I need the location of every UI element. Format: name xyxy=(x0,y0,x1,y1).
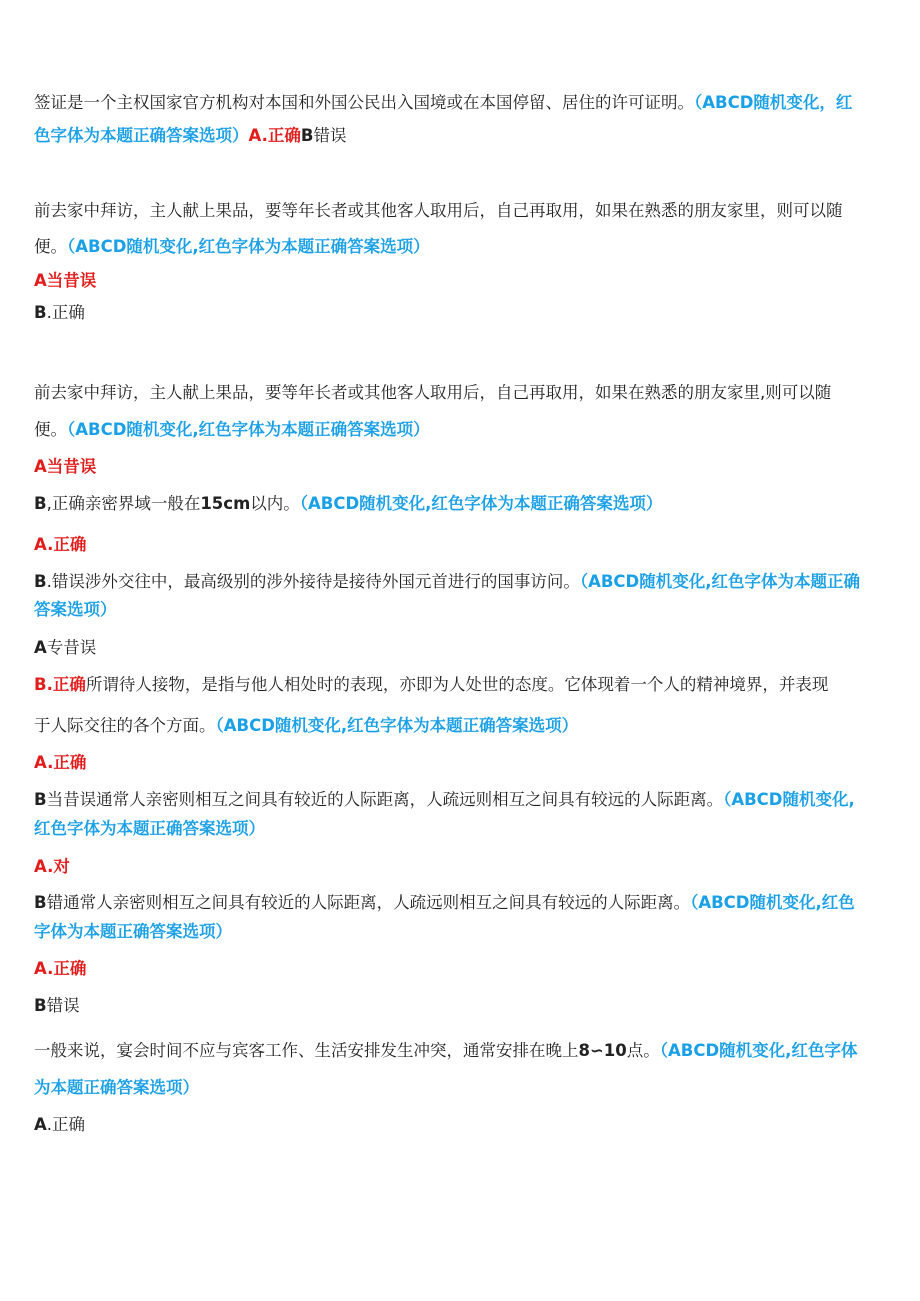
answer-note: （ABCD随机变化,红色字体为本题正确答案选项） xyxy=(67,237,430,256)
q7-option-a: A.对 xyxy=(34,857,70,876)
answer-note: （ABCD随机变化, xyxy=(723,790,855,809)
q7-option-b-q8-line xyxy=(34,892,855,914)
option-b: ,正确 xyxy=(46,494,85,513)
question-text: 于人际交往的各个方面。 xyxy=(34,716,216,735)
q9-line-2 xyxy=(34,1077,199,1099)
option-b-letter: B xyxy=(34,572,47,591)
option-a: A.正确 xyxy=(248,126,301,145)
q3-option-a: A当昔误 xyxy=(34,457,97,476)
question-number: 15cm xyxy=(200,494,251,513)
q2-option-b xyxy=(34,302,85,324)
option-b-letter: B xyxy=(34,303,47,322)
option-b: 错 xyxy=(46,893,64,912)
option-a-letter: A xyxy=(34,638,47,657)
option-b-letter: B xyxy=(34,996,47,1015)
question-text: 便。 xyxy=(34,237,67,256)
question-text: 前去家中拜访，主人献上果品，要等年长者或其他客人取用后，自己再取用，如果在熟悉的朋友家里,则可以随 xyxy=(34,383,832,402)
q2-line-2 xyxy=(34,236,430,258)
option-b: 错误 xyxy=(46,996,80,1015)
question-text: 签证是一个主权国家官方机构对本国和外国公民出入国境或在本国停留、居住的许可证明。 xyxy=(34,93,694,112)
answer-note: （ABCD随机变化,红色字体 xyxy=(659,1041,858,1060)
option-b: .错误 xyxy=(46,572,85,591)
q6-line-2 xyxy=(34,715,578,737)
q5-option-a xyxy=(34,637,96,659)
question-text: 一般来说，宴会时间不应与宾客工作、生活安排发生冲突，通常安排在晚上 xyxy=(34,1041,579,1060)
option-b-letter: B xyxy=(34,790,47,809)
question-number: 8∽10 xyxy=(578,1041,627,1060)
q3-option-b-q4-line xyxy=(34,493,662,515)
answer-note: 色字体为本题正确答案选项） xyxy=(34,126,249,145)
q1-line-2 xyxy=(34,125,346,147)
q5-option-b-q6-line xyxy=(34,674,828,696)
question-text: 涉外交往中，最高级别的涉外接待是接待外国元首进行的国事访问。 xyxy=(84,572,580,591)
option-b-letter: B xyxy=(34,494,47,513)
answer-note: 字体为本题正确答案选项） xyxy=(34,922,232,941)
option-a: .正确 xyxy=(46,1115,86,1134)
q6-option-a: A.正确 xyxy=(34,753,87,772)
q3-line-2 xyxy=(34,419,430,441)
answer-note: （ABCD随机变化,红色字体为本题正确 xyxy=(579,572,860,591)
question-text: 通常人亲密则相互之间具有较近的人际距离，人疏远则相互之间具有较远的人际距离。 xyxy=(96,790,724,809)
q9-line-1 xyxy=(34,1040,857,1062)
q7-line-2 xyxy=(34,818,265,840)
option-b: .正确 xyxy=(46,303,85,322)
q9-option-a xyxy=(34,1114,85,1136)
q8-line-2 xyxy=(34,921,232,943)
q5-line-2 xyxy=(34,599,117,621)
answer-note: 红色字体为本题正确答案选项） xyxy=(34,819,265,838)
q2-option-a: A当昔误 xyxy=(34,271,97,290)
question-text: 所谓待人接物，是指与他人相处时的表现，亦即为人处世的态度。它体现着一个人的精神境界，并表现 xyxy=(85,675,829,694)
q4-option-a: A.正确 xyxy=(34,535,87,554)
question-text: 便。 xyxy=(34,420,67,439)
answer-note: （ABCD随机变化,红色字体为本题正确答案选项） xyxy=(299,494,663,513)
option-a-letter: A xyxy=(34,1115,47,1134)
q8-option-a: A.正确 xyxy=(34,959,87,978)
q1-line-1 xyxy=(34,92,852,114)
answer-note: （ABCD随机变化，红 xyxy=(694,93,853,112)
answer-note: （ABCD随机变化,红色字体为本题正确答案选项） xyxy=(215,716,579,735)
option-b-letter: B xyxy=(34,893,47,912)
q3-line-1 xyxy=(34,382,831,404)
option-b: B.正确 xyxy=(34,675,86,694)
option-a: 专昔误 xyxy=(46,638,97,657)
answer-note: （ABCD随机变化,红色 xyxy=(690,893,855,912)
option-b: 错误 xyxy=(313,126,347,145)
q4-option-b-q5-line xyxy=(34,571,860,593)
question-text: 通常人亲密则相互之间具有较近的人际距离，人疏远则相互之间具有较远的人际距离。 xyxy=(63,893,691,912)
q2-line-1 xyxy=(34,200,843,222)
question-text: 前去家中拜访，主人献上果品，要等年长者或其他客人取用后，自己再取用，如果在熟悉的朋友家里，则可以随 xyxy=(34,201,843,220)
q8-option-b xyxy=(34,995,80,1017)
answer-note: 为本题正确答案选项） xyxy=(34,1078,199,1097)
question-text: 以内。 xyxy=(250,494,300,513)
option-b: 当昔误 xyxy=(46,790,97,809)
option-b-letter: B xyxy=(300,126,314,145)
q6-option-b-q7-line xyxy=(34,789,855,811)
answer-note: 答案选项） xyxy=(34,600,117,619)
answer-note: （ABCD随机变化,红色字体为本题正确答案选项） xyxy=(67,420,430,439)
question-text: 点。 xyxy=(626,1041,660,1060)
question-text: 亲密界域一般在 xyxy=(84,494,201,513)
